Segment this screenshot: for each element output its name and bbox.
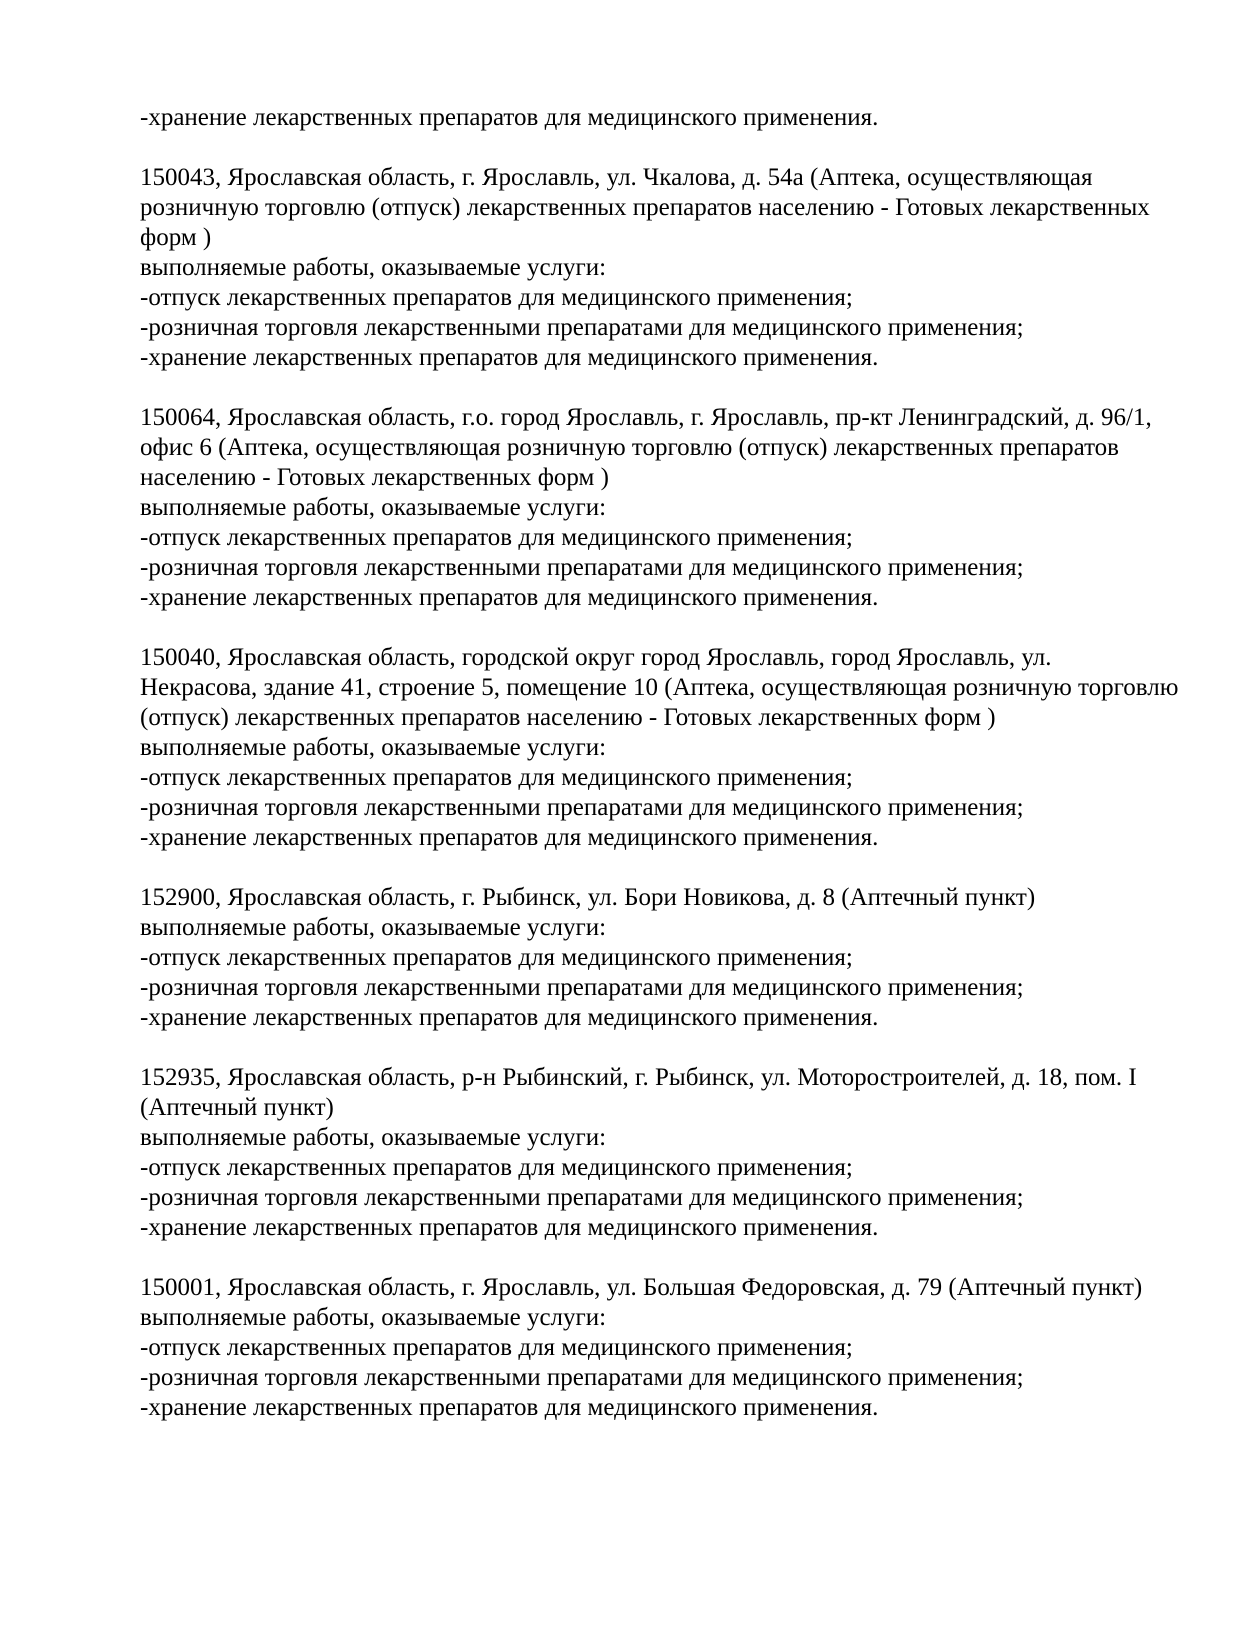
services-label: выполняемые работы, оказываемые услуги: <box>140 1304 607 1331</box>
entry-address-line: 150040, Ярославская область, городской округ город Ярославль, город Ярославль, ул. <box>140 644 1052 671</box>
service-item: -отпуск лекарственных препаратов для медицинского применения; <box>140 944 853 971</box>
service-item: -отпуск лекарственных препаратов для медицинского применения; <box>140 1334 853 1361</box>
entry-address <box>140 883 1180 913</box>
service-item: -розничная торговля лекарственными препаратами для медицинского применения; <box>140 314 1024 341</box>
service-item: -розничная торговля лекарственными препаратами для медицинского применения; <box>140 554 1024 581</box>
services-label: выполняемые работы, оказываемые услуги: <box>140 254 607 281</box>
entry-address-line: (Аптечный пункт) <box>140 1094 334 1121</box>
entry-address-line: форм ) <box>140 224 212 251</box>
license-entry <box>140 1063 1180 1243</box>
entry-address-line: 152935, Ярославская область, р-н Рыбинский, г. Рыбинск, ул. Моторостроителей, д. 18, пом. I <box>140 1064 1137 1091</box>
license-entry <box>140 163 1180 373</box>
services-list <box>140 943 1180 1033</box>
entry-address-line: 152900, Ярославская область, г. Рыбинск, ул. Бори Новикова, д. 8 (Аптечный пункт) <box>140 884 1036 911</box>
entry-address <box>140 403 1180 493</box>
services-list <box>140 763 1180 853</box>
license-entry <box>140 1273 1180 1423</box>
services-list <box>140 1333 1180 1423</box>
service-item: -розничная торговля лекарственными препаратами для медицинского применения; <box>140 974 1024 1001</box>
license-entry <box>140 643 1180 853</box>
service-item: -отпуск лекарственных препаратов для медицинского применения; <box>140 284 853 311</box>
service-item: -розничная торговля лекарственными препаратами для медицинского применения; <box>140 1184 1024 1211</box>
service-item: -хранение лекарственных препаратов для медицинского применения. <box>140 584 879 611</box>
entry-address <box>140 1063 1180 1123</box>
services-list <box>140 1153 1180 1243</box>
entry-address-line: 150043, Ярославская область, г. Ярославль, ул. Чкалова, д. 54а (Аптека, осуществляющая <box>140 164 1093 191</box>
service-item: -хранение лекарственных препаратов для медицинского применения. <box>140 1394 879 1421</box>
entry-address-line: розничную торговлю (отпуск) лекарственных препаратов населению - Готовых лекарственных <box>140 194 1150 221</box>
entry-address-line: населению - Готовых лекарственных форм ) <box>140 464 609 491</box>
entry-address-line: 150001, Ярославская область, г. Ярославль, ул. Большая Федоровская, д. 79 (Аптечный пункт) <box>140 1274 1143 1301</box>
services-list <box>140 283 1180 373</box>
entry-address <box>140 643 1180 733</box>
service-item: -отпуск лекарственных препаратов для медицинского применения; <box>140 1154 853 1181</box>
service-item: -хранение лекарственных препаратов для медицинского применения. <box>140 344 879 371</box>
license-entry <box>140 403 1180 613</box>
entry-address-line: офис 6 (Аптека, осуществляющая розничную торговлю (отпуск) лекарственных препаратов <box>140 434 1119 461</box>
entry-address <box>140 1273 1180 1303</box>
entry-address <box>140 163 1180 253</box>
service-item: -хранение лекарственных препаратов для медицинского применения. <box>140 1004 879 1031</box>
services-list <box>140 523 1180 613</box>
services-label: выполняемые работы, оказываемые услуги: <box>140 494 607 521</box>
services-label: выполняемые работы, оказываемые услуги: <box>140 1124 607 1151</box>
service-item: -хранение лекарственных препаратов для медицинского применения. <box>140 824 879 851</box>
entry-address-line: Некрасова, здание 41, строение 5, помещение 10 (Аптека, осуществляющая розничную торговлю <box>140 674 1179 701</box>
service-item: -розничная торговля лекарственными препаратами для медицинского применения; <box>140 794 1024 821</box>
services-label: выполняемые работы, оказываемые услуги: <box>140 734 607 761</box>
entry-address-line: 150064, Ярославская область, г.о. город Ярославль, г. Ярославль, пр-кт Ленинградский, д. 96/1, <box>140 404 1152 431</box>
service-item: -отпуск лекарственных препаратов для медицинского применения; <box>140 524 853 551</box>
entry-address-line: (отпуск) лекарственных препаратов населению - Готовых лекарственных форм ) <box>140 704 996 731</box>
service-item: -розничная торговля лекарственными препаратами для медицинского применения; <box>140 1364 1024 1391</box>
service-item: -отпуск лекарственных препаратов для медицинского применения; <box>140 764 853 791</box>
services-label: выполняемые работы, оказываемые услуги: <box>140 914 607 941</box>
license-entries-list <box>140 163 1180 1423</box>
continuation-line: -хранение лекарственных препаратов для медицинского применения. <box>140 104 879 131</box>
license-entry <box>140 883 1180 1033</box>
service-item: -хранение лекарственных препаратов для медицинского применения. <box>140 1214 879 1241</box>
